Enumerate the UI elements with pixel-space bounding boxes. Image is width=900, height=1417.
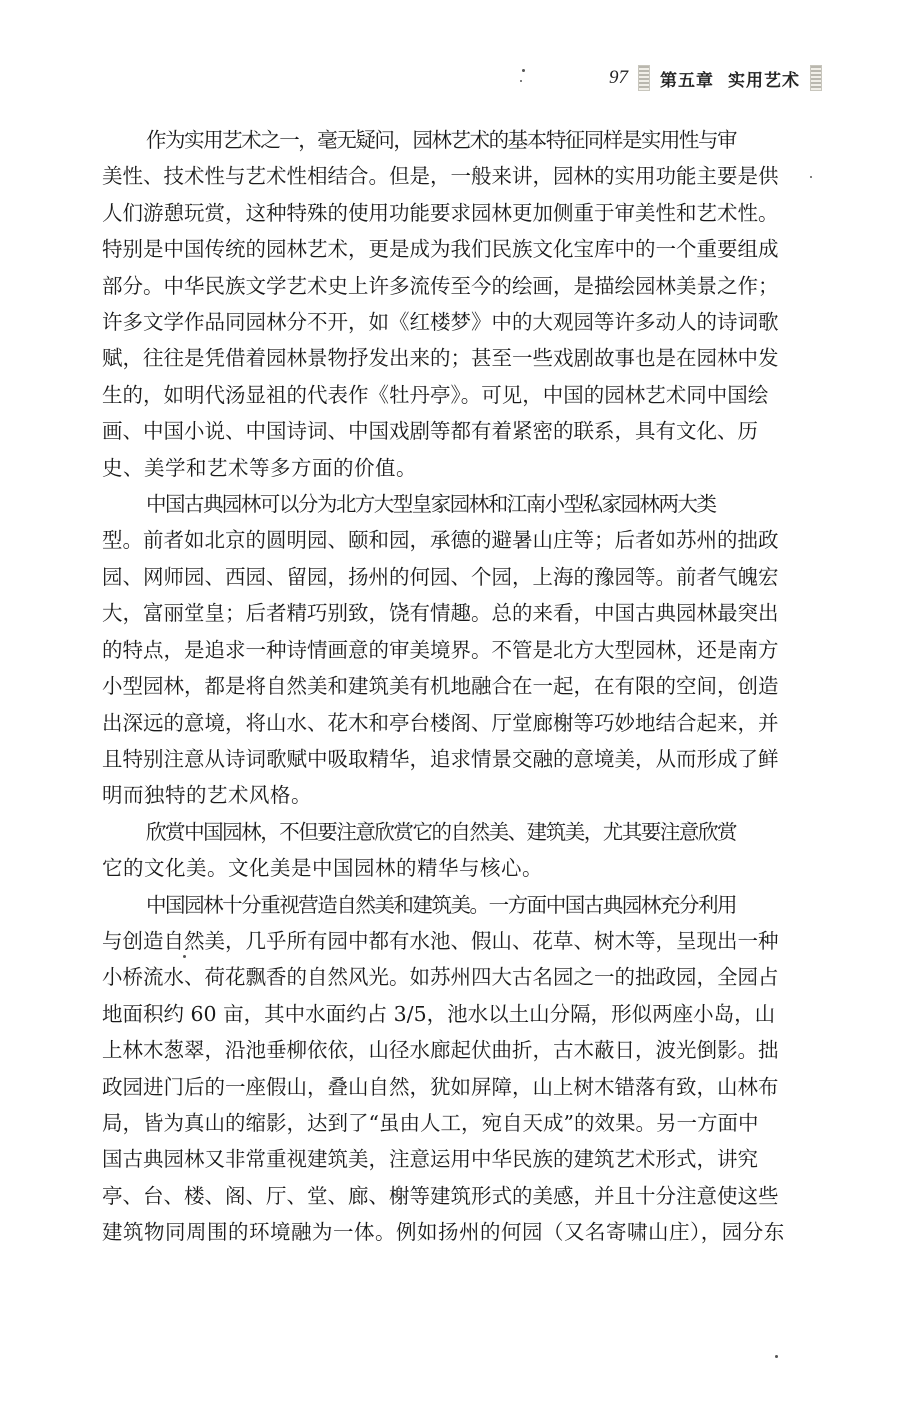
text-line: 中国古典园林可以分为北方大型皇家园林和江南小型私家园林两大类 [146, 492, 716, 517]
text-line: 与创造自然美，几乎所有园中都有水池、假山、花草、树木等，呈现出一种 [102, 928, 779, 953]
text-line: 欣赏中国园林，不但要注意欣赏它的自然美、建筑美，尤其要注意欣赏 [146, 819, 737, 844]
chapter-title [660, 66, 800, 91]
running-header [609, 64, 822, 92]
paragraph [102, 887, 824, 1251]
text-line: 政园进门后的一座假山，叠山自然，犹如屏障，山上树木错落有致，山林布 [102, 1074, 779, 1099]
body-text [102, 122, 824, 1251]
text-line: 国古典园林又非常重视建筑美，注意运用中华民族的建筑艺术形式，讲究 [102, 1147, 758, 1172]
text-line: 局，皆为真山的缩影，达到了“虽由人工，宛自天成”的效果。另一方面中 [102, 1110, 759, 1135]
page-number: 97 [609, 67, 628, 88]
text-line: 特别是中国传统的园林艺术，更是成为我们民族文化宝库中的一个重要组成 [102, 237, 779, 262]
scan-speck [183, 955, 186, 958]
text-line: 人们游憩玩赏，这种特殊的使用功能要求园林更加侧重于审美性和艺术性。 [102, 200, 779, 225]
text-line: 地面积约 60 亩，其中水面约占 3/5，池水以土山分隔，形似两座小岛，山 [102, 1001, 776, 1026]
text-line: 中国园林十分重视营造自然美和建筑美。一方面中国古典园林充分利用 [146, 892, 737, 917]
text-line: 小型园林，都是将自然美和建筑美有机地融合在一起，在有限的空间，创造 [102, 674, 779, 699]
paragraph [102, 814, 824, 887]
header-ornament-icon [810, 65, 822, 91]
scan-speck [522, 69, 525, 72]
text-line: 型。前者如北京的圆明园、颐和园，承德的避暑山庄等；后者如苏州的拙政 [102, 528, 779, 553]
text-line: 建筑物同周围的环境融为一体。例如扬州的何园（又名寄啸山庄），园分东 [102, 1220, 785, 1245]
text-line: 亭、台、楼、阁、厅、堂、廊、榭等建筑形式的美感，并且十分注意使这些 [102, 1183, 779, 1208]
text-line: 许多文学作品同园林分不开，如《红楼梦》中的大观园等许多动人的诗词歌 [102, 310, 779, 335]
text-line: 作为实用艺术之一，毫无疑问，园林艺术的基本特征同样是实用性与审 [146, 128, 737, 152]
text-line: 且特别注意从诗词歌赋中吸取精华，追求情景交融的意境美，从而形成了鲜 [102, 746, 779, 771]
text-line: 明而独特的艺术风格。 [102, 783, 312, 808]
text-line: 大，富丽堂皇；后者精巧别致，饶有情趣。总的来看，中国古典园林最突出 [102, 601, 779, 626]
chapter-section: 实用艺术 [728, 70, 800, 91]
scan-speck [775, 1355, 778, 1358]
text-line: 园、网师园、西园、留园，扬州的何园、个园，上海的豫园等。前者气魄宏 [102, 564, 779, 589]
chapter-number: 第五章 [660, 70, 714, 91]
text-line: 生的，如明代汤显祖的代表作《牡丹亭》。可见，中国的园林艺术同中国绘 [102, 382, 769, 407]
text-line: 史、美学和艺术等多方面的价值。 [102, 455, 417, 480]
text-line: 小桥流水、荷花飘香的自然风光。如苏州四大古名园之一的拙政园，全园占 [102, 965, 779, 990]
text-line: 赋，往往是凭借着园林景物抒发出来的；甚至一些戏剧故事也是在园林中发 [102, 346, 779, 371]
scan-speck [520, 80, 522, 82]
scan-speck [810, 176, 812, 178]
paragraph [102, 122, 824, 486]
text-line: 部分。中华民族文学艺术史上许多流传至今的绘画，是描绘园林美景之作； [102, 273, 779, 298]
paragraph [102, 486, 824, 814]
header-ornament-icon [638, 65, 650, 91]
text-line: 出深远的意境，将山水、花木和亭台楼阁、厅堂廊榭等巧妙地结合起来，并 [102, 710, 779, 735]
text-line: 它的文化美。文化美是中国园林的精华与核心。 [102, 856, 543, 881]
text-line: 上林木葱翠，沿池垂柳依依，山径水廊起伏曲折，古木蔽日，波光倒影。拙 [102, 1038, 779, 1063]
text-line: 美性、技术性与艺术性相结合。但是，一般来讲，园林的实用功能主要是供 [102, 164, 779, 189]
text-line: 画、中国小说、中国诗词、中国戏剧等都有着紧密的联系，具有文化、历 [102, 419, 758, 444]
text-line: 的特点，是追求一种诗情画意的审美境界。不管是北方大型园林，还是南方 [102, 637, 779, 662]
